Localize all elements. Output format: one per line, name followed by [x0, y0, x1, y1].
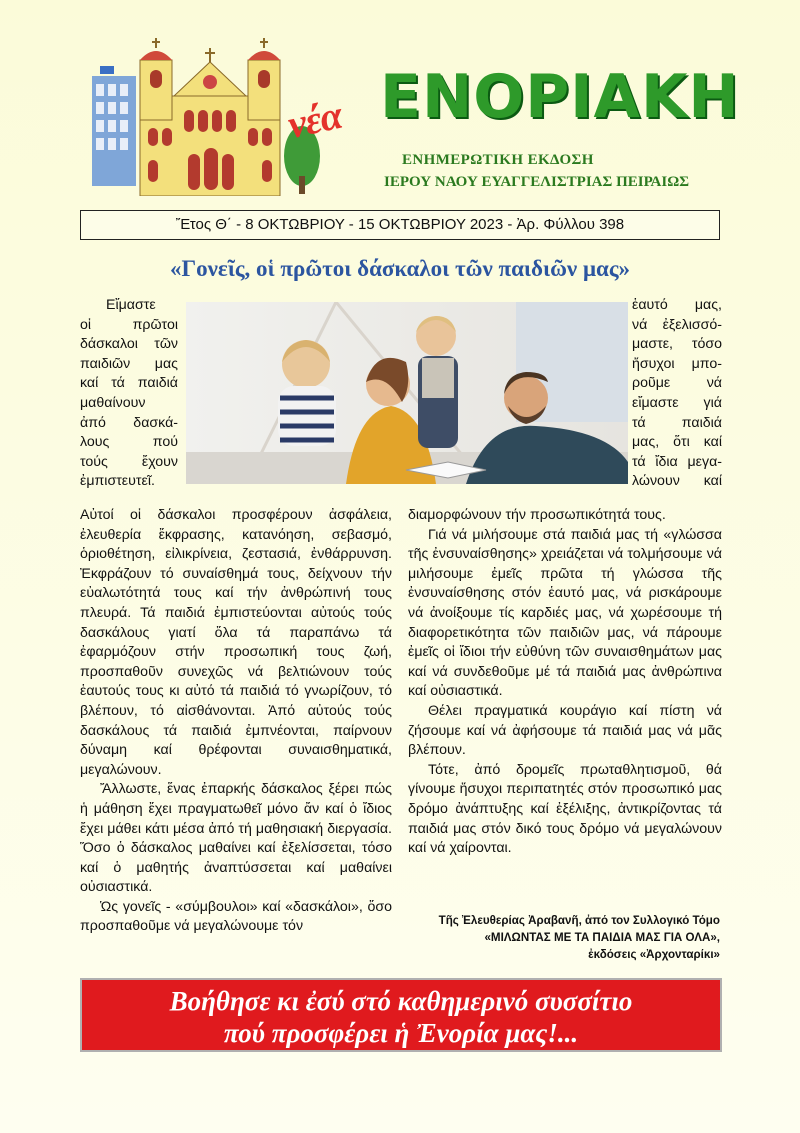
paragraph: διαμορφώνουν τήν προσωπικότητά τους. [408, 507, 666, 523]
wrap-line: ἀπό δασκά- [80, 414, 178, 431]
intro-left-wrap [80, 296, 178, 492]
newsletter-title: ΕΝΟΡΙΑΚΗ [380, 62, 740, 132]
wrap-line: μαστε, τόσο [632, 336, 722, 353]
wrap-line: ἑαυτό μας, [632, 297, 722, 313]
paragraph: Γιά νά μιλήσουμε στά παιδιά μας τή «γλώσσα τῆς ἐνσυναίσθησης» χρειάζεται νά τολμήσουμε νά μιλήσουμε ἐμεῖς πρῶτα τή γλώσσα τῆς ἐνσυναίσθησης στόν ἑαυτό μας, νά ρισκάρουμε νά ἀνοίξουμε τίς καρδιές μας, νά χωρέσουμε τή διαφορετικότητα τῶν παιδιῶν μας, νά πάρουμε ἐμεῖς οἱ ἴδιοι τήν εὐθύνη τῶν συναισθημάτων μας καί νά συνδεθοῦμε μέ τά παιδιά μας ἀνθρώπινα καί οὐσιαστικά. [408, 526, 722, 700]
credit-author: Τῆς Ἐλευθερίας Ἀραβανῆ, ἀπό τον Συλλογικό Τόμο [438, 914, 720, 927]
credit-publisher: ἐκδόσεις «Ἀρχονταρίκι» [588, 948, 720, 961]
banner-line-1: Βοήθησε κι ἐσύ στό καθημερινό συσσίτιο [169, 986, 633, 1016]
wrap-line: νά ἐξελισσό- [632, 316, 722, 333]
wrap-line: ροῦμε νά [632, 375, 722, 392]
wrap-line: τούς ἔχουν [80, 453, 178, 470]
issue-info-bar: Ἔτος Θ΄ - 8 ΟΚΤΩΒΡΙΟΥ - 15 ΟΚΤΩΒΡΙΟΥ 2023 - Ἀρ. Φύλλου 398 [80, 210, 720, 240]
wrap-line: μαθαίνουν [80, 394, 146, 411]
subtitle-line-1: ΕΝΗΜΕΡΩΤΙΚΗ ΕΚΔΟΣΗ [402, 152, 594, 168]
wrap-line: παιδιῶν μας [80, 355, 178, 372]
article-right-column [408, 506, 722, 859]
article-title: «Γονεῖς, οἱ πρῶτοι δάσκαλοι τῶν παιδιῶν μας» [169, 256, 631, 281]
wrap-line: μας, ὅτι καί [632, 434, 722, 451]
paragraph: Ἄλλωστε, ἕνας ἐπαρκής δάσκαλος ξέρει πώς ἡ μάθηση ἔχει πραγματωθεῖ μόνο ἄν καί ὁ ἴδιος ἔχει μάθει κάτι μέσα ἀπό τή μαθησιακή διεργασία. Ὅσο ὁ δάσκαλος μαθαίνει καί ἐξελίσσεται, τόσο καί ὁ μαθητής ἀναπτύσσεται καί μαθαίνει οὐσιαστικά. [80, 781, 392, 896]
paragraph: Ὡς γονεῖς - «σύμβουλοι» καί «δασκάλοι», ὅσο προσπαθοῦμε νά μεγαλώνουμε τόν [80, 898, 392, 935]
intro-right-wrap [632, 296, 722, 492]
wrap-line: καί τά παιδιά [80, 375, 178, 392]
wrap-line: οἱ πρῶτοι [80, 316, 178, 333]
wrap-line: ἤσυχοι μπο- [632, 355, 722, 372]
wrap-line: λους πού [80, 434, 178, 451]
paragraph: Τότε, ἀπό δρομεῖς πρωταθλητισμοῦ, θά γίνουμε ἥσυχοι περιπατητές στόν προσωπικό μας δρόμο ἀνάπτυξης καί ἐξέλιξης, ἀντικρίζοντας τά παιδιά μας στόν δικό τους δρόμο νά μεγαλώνουν καί νά χαίρονται. [408, 761, 722, 857]
banner-line-2: πού προσφέρει ἡ Ἐνορία μας!... [223, 1018, 579, 1048]
article-left-column [80, 506, 392, 937]
wrap-line: τά παιδιά [632, 414, 722, 431]
article-credit [430, 912, 720, 963]
wrap-line: εἴμαστε γιά [632, 394, 722, 411]
soup-kitchen-banner [80, 978, 722, 1052]
nea-wordmark: νέα [283, 91, 346, 148]
family-reading-photo [186, 302, 628, 484]
wrap-line: λώνουν καί [632, 473, 722, 490]
credit-book: «ΜΙΛΩΝΤΑΣ ΜΕ ΤΑ ΠΑΙΔΙΑ ΜΑΣ ΓΙΑ ΟΛΑ», [484, 931, 720, 944]
paragraph: Θέλει πραγματικά κουράγιο καί πίστη νά ζήσουμε καί νά ἀφήσουμε τά παιδιά μας νά μᾶς βλέπουν. [408, 702, 722, 759]
wrap-line: ἐμπιστευτεῖ. [80, 473, 155, 490]
wrap-line: Εἴμαστε [106, 297, 156, 313]
wrap-line: τά ἴδια μεγα- [632, 453, 722, 470]
wrap-line: δάσκαλοι τῶν [80, 336, 178, 353]
subtitle-line-2: ΙΕΡΟΥ ΝΑΟΥ ΕΥΑΓΓΕΛΙΣΤΡΙΑΣ ΠΕΙΡΑΙΩΣ [384, 174, 690, 190]
paragraph: Αὐτοί οἱ δάσκαλοι προσφέρουν ἀσφάλεια, ἐλευθερία ἔκφρασης, κατανόηση, σεβασμό, ὁριοθέτηση, εἰλικρίνεια, ζεστασιά, ἐνθάρρυνση. Ἐκφράζουν τό συναίσθημά τους, δείχνουν τήν εὐαλωτότητά τους καί τήν ἀνθρώπινή τους πλευρά. Τά παιδιά ἐμπιστεύονται αὐτούς τούς δασκάλους γιατί ὅλα τά παραπάνω τά ἐφαρμόζουν στήν προσωπική τους ζωή, προσπαθοῦν συνεχῶς νά βελτιώνουν τούς ἑαυτούς τους κι αὐτό τά παιδιά τό γνωρίζουν, τό βλέπουν, τό αἰσθάνονται. Ἀπό αὐτούς τούς δασκάλους τά παιδιά ἐμπνέονται, παίρνουν δύναμη καί θρέφονται συναισθηματικά, μεγαλώνουν. [80, 507, 392, 778]
